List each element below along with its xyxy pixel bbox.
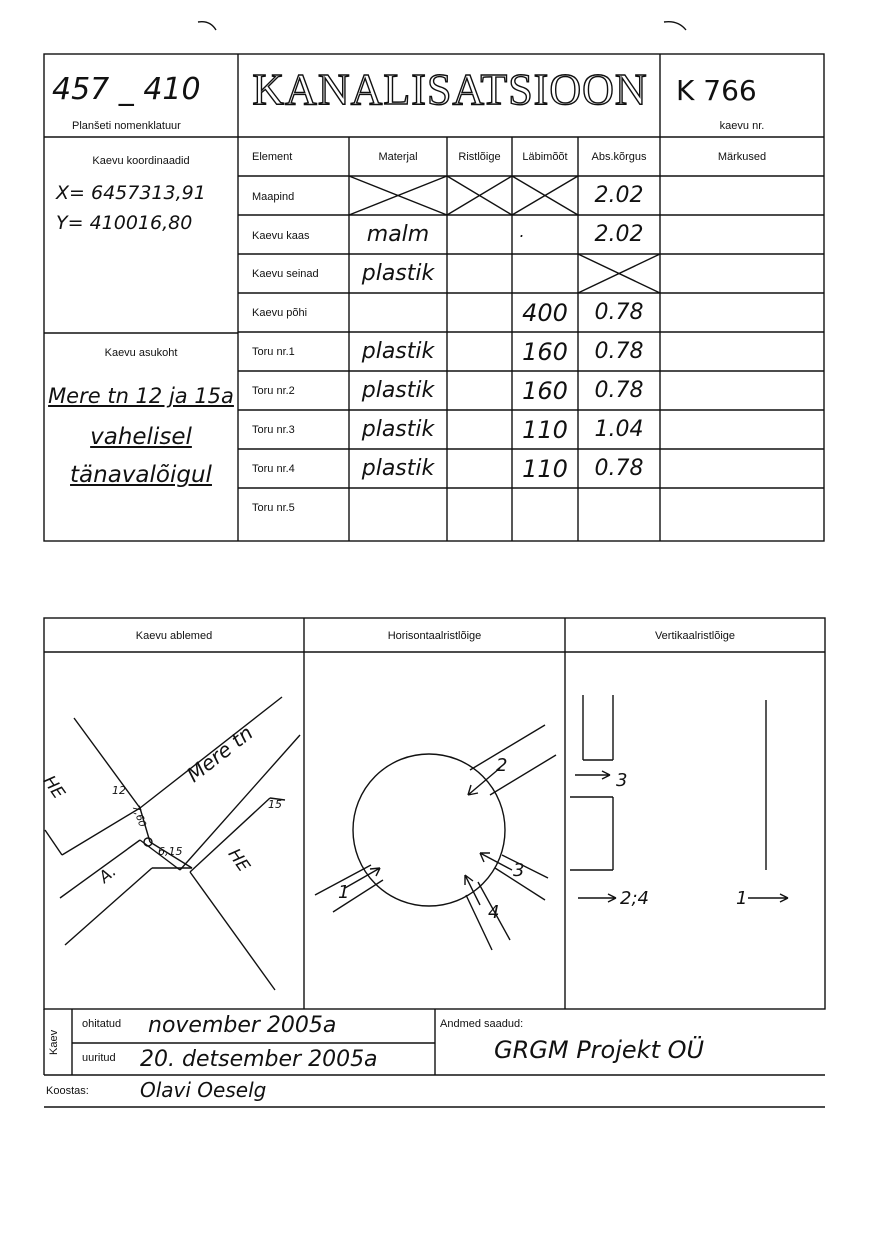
surveyed-value: november 2005a [148,1013,337,1038]
house-number-right: 15 [268,798,282,811]
row-diameter: 400 [522,299,568,327]
row-diameter: . [519,222,525,241]
row-material: plastik [361,378,435,403]
row-diameter: 110 [522,455,568,483]
row-element: Toru nr.4 [252,463,295,475]
vertical-label-1: 1 [736,888,748,909]
row-height: 2.02 [594,222,644,247]
house-number-left: 12 [112,784,126,797]
location-line-1: Mere tn 12 ja 15a [48,384,234,408]
studied-value: 20. detsember 2005a [140,1047,378,1072]
row-element: Kaevu põhi [252,307,308,319]
sketch-header-map: Kaevu ablemed [135,630,213,642]
he-label-left: HE [38,772,69,803]
row-height: 0.78 [594,339,644,364]
row-material: plastik [361,456,435,481]
row-element: Maapind [252,191,295,203]
row-material: plastik [361,339,435,364]
row-element: Toru nr.3 [252,424,295,436]
vertical-label-2-4: 2;4 [620,888,649,909]
label-a: A. [95,861,120,887]
pipe-label-2: 2 [496,755,508,776]
row-element: Toru nr.5 [252,502,295,514]
row-diameter: 160 [522,338,568,366]
location-line-2: vahelisel [90,424,192,450]
col-header-height: Abs.kõrgus [591,151,647,163]
col-header-diameter: Läbimõõt [522,151,568,163]
coords-label: Kaevu koordinaadid [92,155,190,167]
row-material: plastik [361,417,435,442]
row-height: 0.78 [594,300,644,325]
row-height: 0.78 [594,378,644,403]
col-header-cross-section: Ristlõige [458,151,501,163]
distance-2: 6,15 [158,845,183,858]
coord-y: Y= 410016,80 [56,212,193,234]
he-label-right: HE [223,845,254,876]
row-element: Toru nr.2 [252,385,295,397]
row-material: plastik [361,261,435,286]
pipe-label-4: 4 [488,902,500,923]
col-header-element: Element [252,151,293,163]
row-element: Toru nr.1 [252,346,295,358]
nomenclature-value: 457 _ 410 [52,72,201,107]
page-title: KANALISATSIOON [252,65,648,114]
vertical-label-3: 3 [616,770,628,791]
col-header-material: Materjal [378,151,418,163]
pipe-label-3: 3 [513,860,525,881]
sketch-header-horizontal: Horisontaalristlõige [387,630,482,642]
distance-1: 7,60 [129,804,148,829]
row-height: 0.78 [594,456,644,481]
row-diameter: 110 [522,416,568,444]
data-source-label: Andmed saadud: [440,1018,524,1030]
col-header-notes: Märkused [717,151,767,163]
row-element: Kaevu seinad [252,268,319,280]
compiled-value: Olavi Oeselg [140,1078,267,1102]
compiled-label: Koostas: [46,1085,89,1097]
coord-x: X= 6457313,91 [56,182,206,204]
surveyed-label: ohitatud [82,1018,122,1030]
pipe-label-1: 1 [338,882,350,903]
well-number: K 766 [676,74,757,107]
sketch-header-vertical: Vertikaalristlõige [654,630,736,642]
row-height: 1.04 [594,417,644,442]
studied-label: uuritud [82,1052,116,1064]
kaev-side-label: Kaev [48,1029,60,1055]
well-number-label: kaevu nr. [719,120,765,132]
row-element: Kaevu kaas [252,230,310,242]
row-diameter: 160 [522,377,568,405]
row-material: malm [366,222,430,247]
location-label: Kaevu asukoht [104,347,178,359]
location-line-3: tänavalõigul [70,462,212,488]
nomenclature-label: Planšeti nomenklatuur [72,120,181,132]
row-height: 2.02 [594,183,644,208]
street-label: Mere tn [182,720,258,787]
data-source-value: GRGM Projekt OÜ [494,1036,705,1064]
